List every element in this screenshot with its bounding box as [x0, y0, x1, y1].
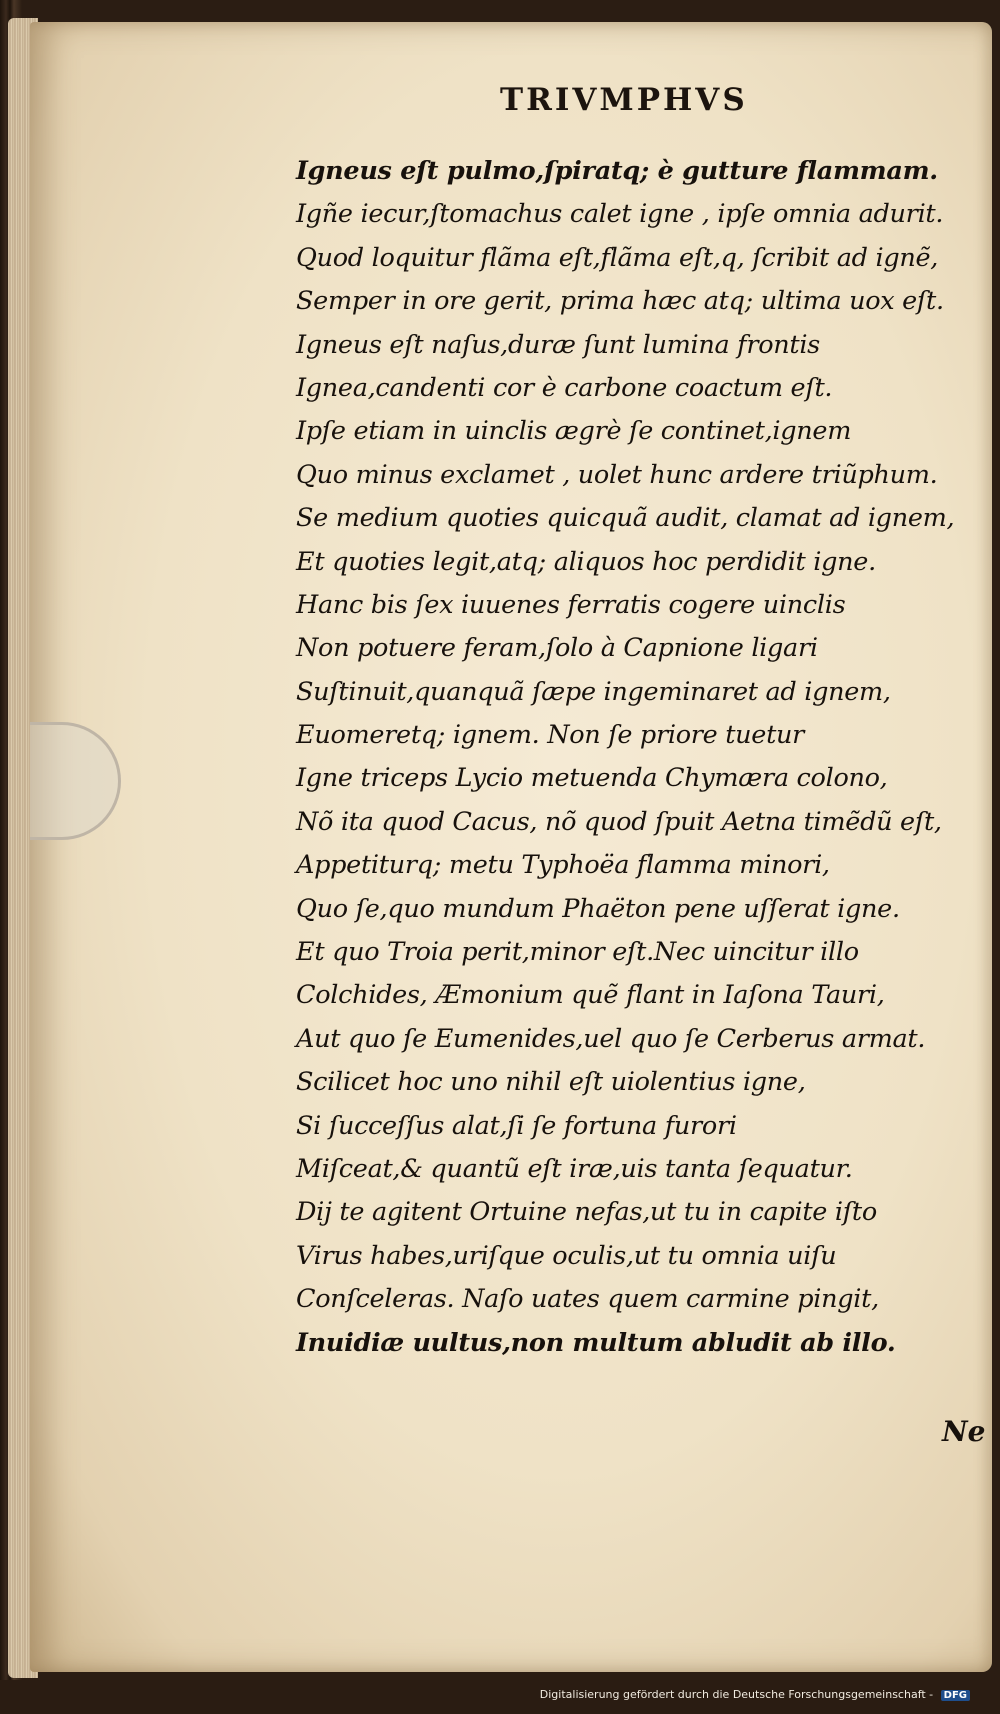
verse-line: Semper in ore gerit, prima hæc atq; ultima uox eſt. — [296, 286, 944, 317]
verse-line: Suſtinuit,quanquã ſæpe ingeminaret ad ignem, — [296, 676, 891, 707]
verse-line: Conſceleras. Naſo uates quem carmine pingit, — [296, 1284, 879, 1315]
verse-line: Dij te agitent Ortuine nefas,ut tu in capite iſto — [296, 1197, 877, 1228]
verse-line: Appetiturq; metu Typhoëa flamma minori, — [296, 850, 830, 881]
footer-text: Digitalisierung gefördert durch die Deutsche Forschungsgemeinschaft - — [539, 1688, 934, 1701]
running-header: TRIVMPHVS — [500, 82, 748, 118]
verse-line: Quod loquitur flãma eſt,flãma eſt,q, ſcribit ad ignẽ, — [296, 242, 939, 273]
footer-credit — [540, 1688, 970, 1701]
verse-line: Aut quo ſe Eumenides,uel quo ſe Cerberus armat. — [296, 1023, 926, 1054]
verse-line: Euomeretq; ignem. Non ſe priore tuetur — [296, 720, 805, 751]
verse-line: Igneus eſt naſus,duræ ſunt lumina frontis — [296, 329, 820, 360]
verse-line: Et quoties legit,atq; aliquos hoc perdidit igne. — [296, 546, 876, 577]
verse-line: Quo minus exclamet , uolet hunc ardere triũphum. — [296, 459, 938, 490]
verse-line: Miſceat,& quantũ eſt iræ,uis tanta ſequatur. — [296, 1153, 853, 1184]
verse-line: Nõ ita quod Cacus, nõ quod ſpuit Aetna timẽdũ eſt, — [296, 806, 942, 837]
catchword: Ne — [942, 1415, 986, 1448]
verse-line: Quo ſe,quo mundum Phaëton pene uſſerat igne. — [296, 893, 900, 924]
verse-line: Non potuere feram,ſolo à Capnione ligari — [296, 633, 818, 664]
verse-line: Ipſe etiam in uinclis ægrè ſe continet,ignem — [296, 416, 852, 447]
verse-line: Hanc bis ſex iuuenes ferratis cogere uinclis — [296, 589, 846, 620]
verse-block — [296, 150, 976, 1365]
verse-line: Scilicet hoc uno nihil eſt uiolentius igne, — [296, 1067, 806, 1098]
dfg-logo: DFG — [941, 1690, 970, 1701]
page-clip — [30, 722, 121, 840]
verse-line: Inuidiæ uultus,non multum abludit ab illo. — [296, 1327, 896, 1358]
verse-line: Colchides, Æmonium quẽ flant in Iaſona Tauri, — [296, 980, 885, 1011]
verse-line: Igñe iecur,ſtomachus calet igne , ipſe omnia adurit. — [296, 199, 944, 230]
verse-line: Se medium quoties quicquã audit, clamat ad ignem, — [296, 503, 955, 534]
verse-line: Igneus eſt pulmo,ſpiratq; è gutture flammam. — [296, 156, 938, 186]
verse-line: Si ſucceſſus alat,ſi ſe fortuna furori — [296, 1110, 737, 1141]
verse-line: Et quo Troia perit,minor eſt.Nec uincitur illo — [296, 937, 859, 968]
verse-line: Igne triceps Lycio metuenda Chymæra colono, — [296, 763, 888, 794]
verse-line: Virus habes,uriſque oculis,ut tu omnia uiſu — [296, 1240, 837, 1271]
verse-line: Ignea,candenti cor è carbone coactum eſt. — [296, 372, 833, 403]
